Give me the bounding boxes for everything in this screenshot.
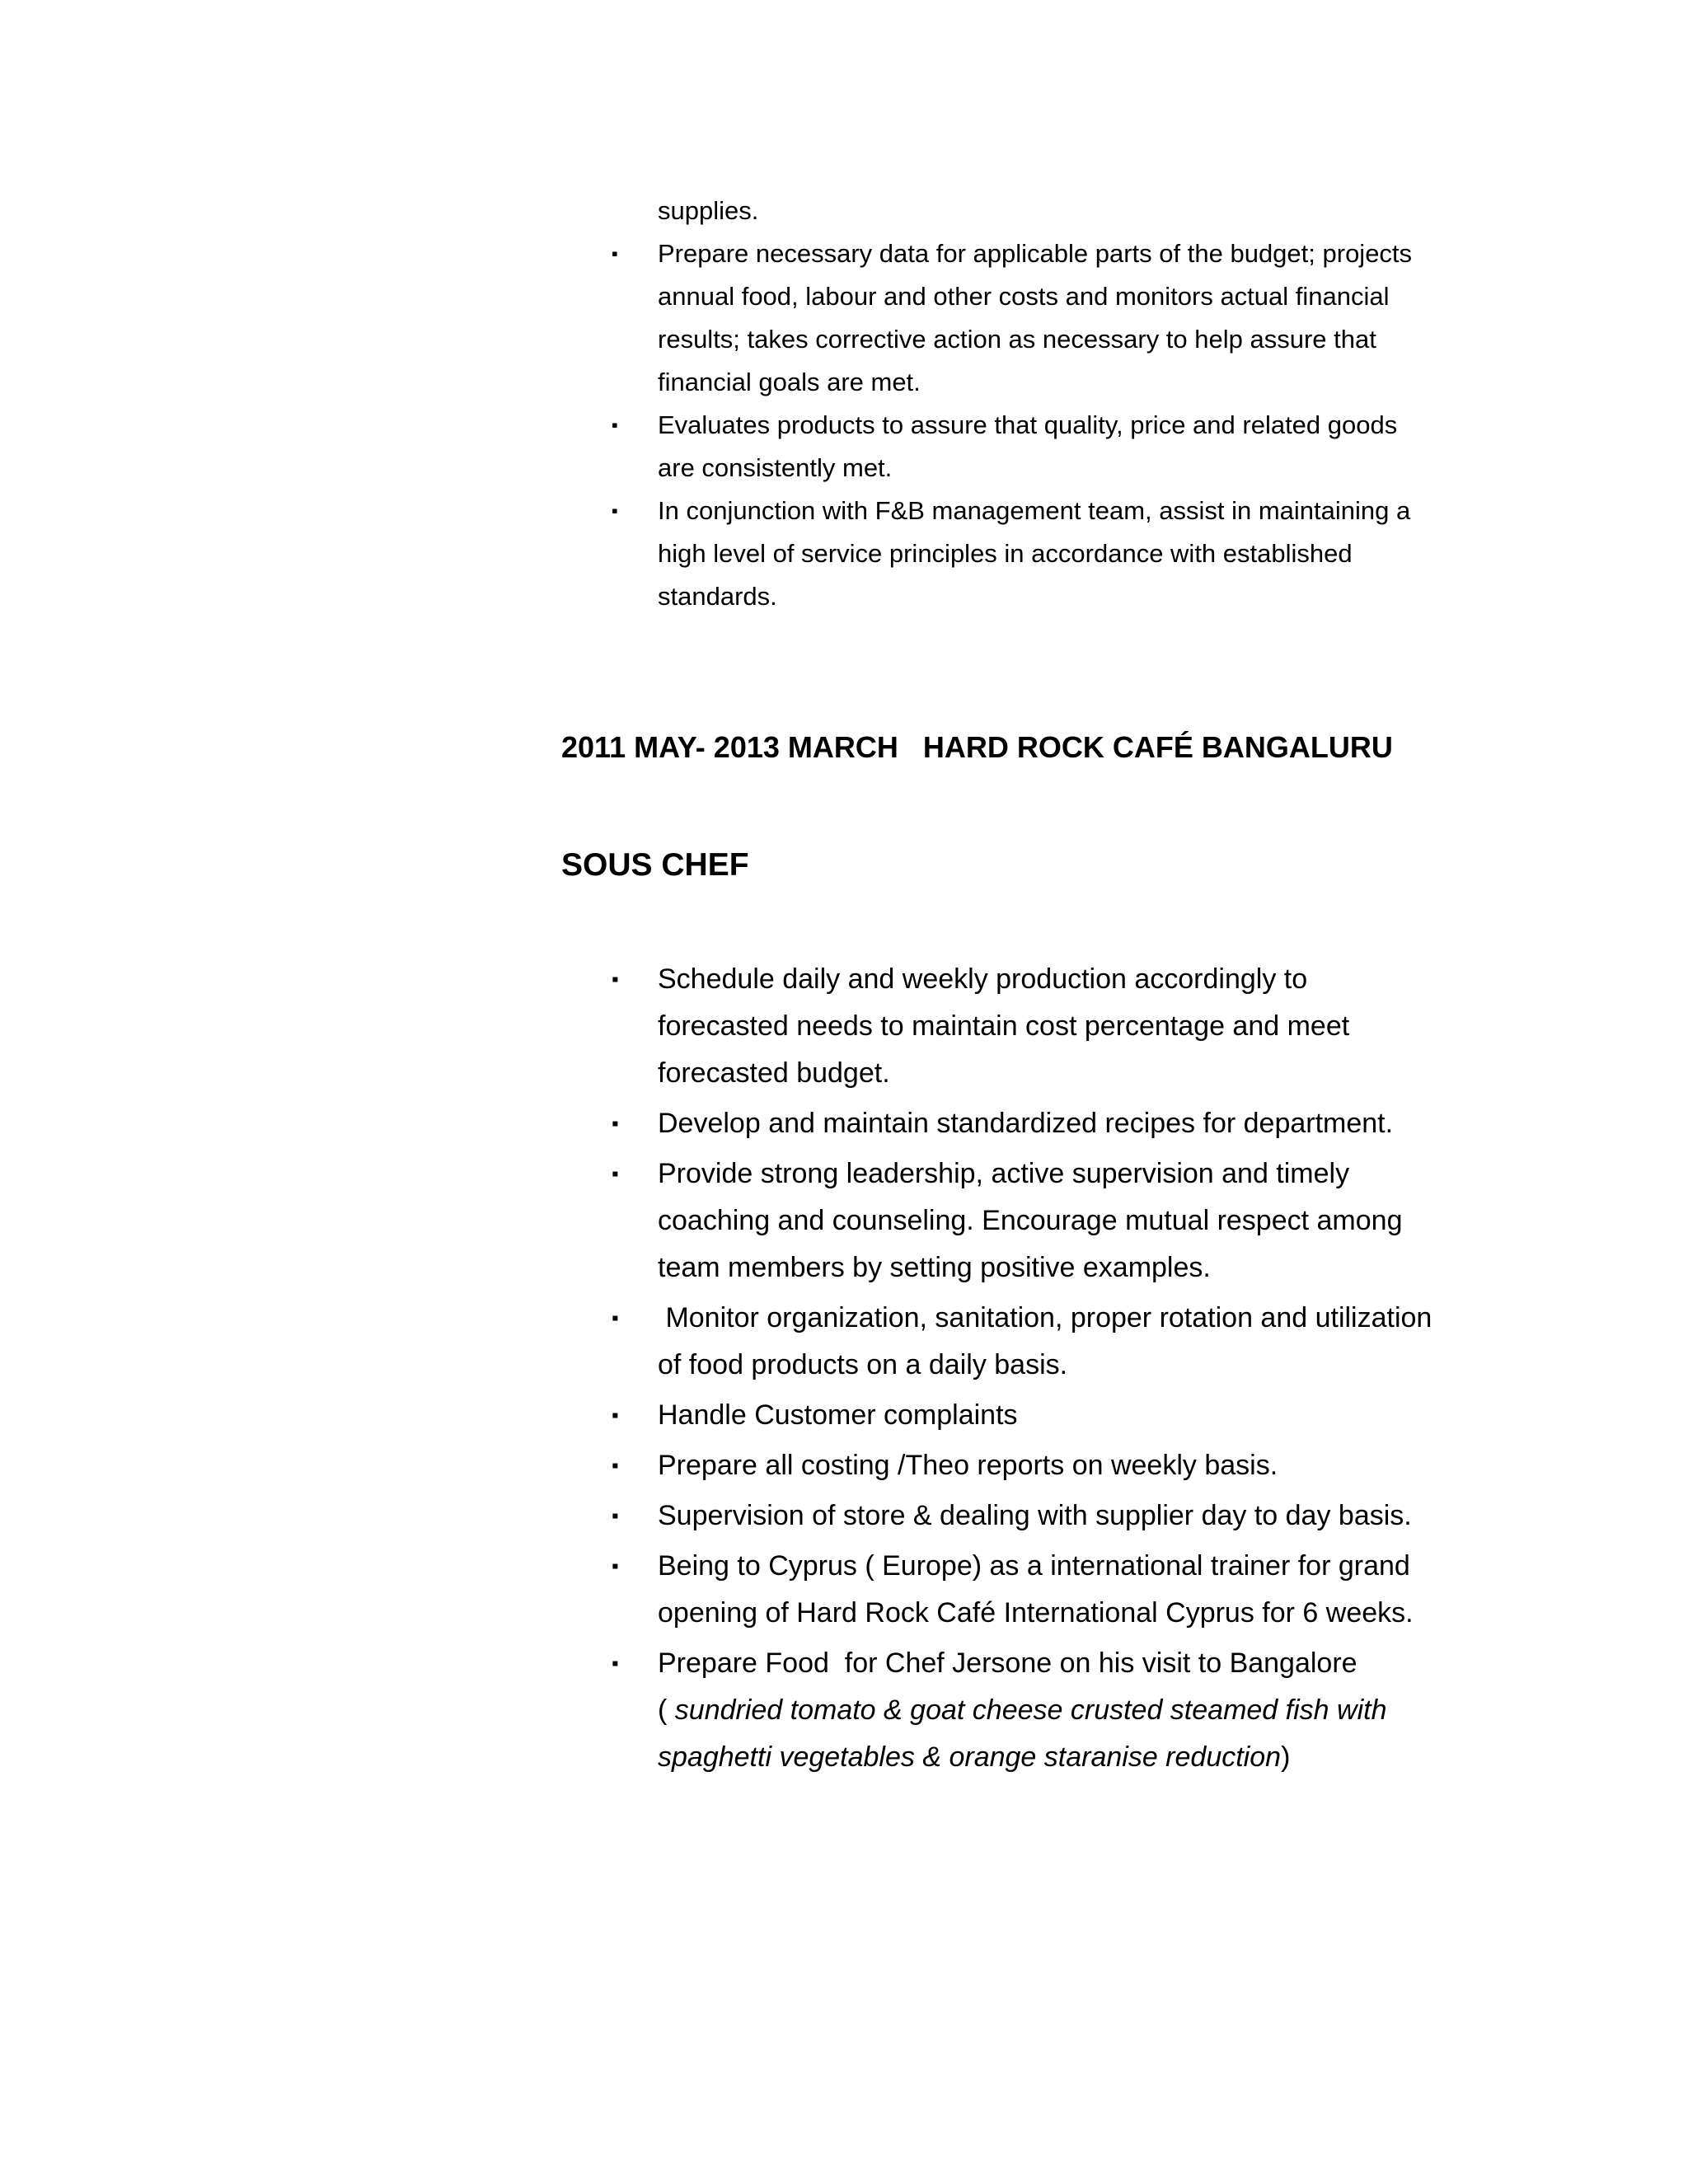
list-item-text: Evaluates products to assure that quality, price and related goods are consistently met. [658, 410, 1398, 482]
list-item-text: Prepare Food for Chef Jersone on his visit to Bangalore [658, 1647, 1357, 1679]
square-bullet-icon: ▪ [612, 1163, 619, 1185]
square-bullet-icon: ▪ [612, 415, 618, 435]
list-item-text: Monitor organization, sanitation, proper rotation and utilization of food products on a daily basis. [658, 1302, 1440, 1380]
list-item-text: In conjunction with F&B management team, assist in maintaining a high level of service principles in accordance with established standards. [658, 496, 1411, 611]
list-item [608, 1493, 1432, 1540]
job-employer: HARD ROCK CAFÉ BANGALURU [922, 730, 1393, 764]
list-item-continuation [608, 190, 1432, 232]
list-item [608, 1442, 1432, 1489]
list-item-text: Develop and maintain standardized recipes for department. [658, 1108, 1394, 1139]
list-item [608, 956, 1432, 1097]
previous-job-duties-list [608, 190, 1432, 618]
square-bullet-icon: ▪ [612, 1113, 619, 1135]
square-bullet-icon: ▪ [612, 1505, 619, 1527]
square-bullet-icon: ▪ [612, 1404, 619, 1427]
list-item [608, 1640, 1432, 1781]
list-item-text: Provide strong leadership, active supervision and timely coaching and counseling. Encourage mutual respect among team members by setting positive examples. [658, 1158, 1403, 1283]
list-item [608, 490, 1432, 618]
list-item-text: Prepare all costing /Theo reports on weekly basis. [658, 1450, 1278, 1481]
list-item [608, 404, 1432, 490]
dish-close-paren: ) [1281, 1741, 1291, 1773]
job-title: SOUS CHEF [561, 847, 749, 883]
square-bullet-icon: ▪ [612, 1652, 619, 1675]
dish-description: sundried tomato & goat cheese crusted steamed fish with spaghetti vegetables & orange staranise reduction [658, 1694, 1387, 1773]
list-item [608, 1392, 1432, 1439]
square-bullet-icon: ▪ [612, 500, 618, 521]
job-dates: 2011 MAY- 2013 MARCH [561, 730, 898, 764]
square-bullet-icon: ▪ [612, 243, 618, 264]
list-item-text: Prepare necessary data for applicable parts of the budget; projects annual food, labour and other costs and monitors actual financial results; takes corrective action as necessary to help assure that financial goals are met. [658, 239, 1413, 396]
square-bullet-icon: ▪ [612, 968, 619, 991]
square-bullet-icon: ▪ [612, 1455, 619, 1477]
square-bullet-icon: ▪ [612, 1307, 619, 1329]
square-bullet-icon: ▪ [612, 1555, 619, 1577]
list-item [608, 1295, 1440, 1389]
list-item-text: Supervision of store & dealing with supplier day to day basis. [658, 1500, 1412, 1531]
list-item [608, 232, 1432, 404]
dish-open-paren: ( [658, 1694, 675, 1726]
list-item [608, 1100, 1432, 1147]
list-item-text: Schedule daily and weekly production accordingly to forecasted needs to maintain cost percentage and meet forecasted budget. [658, 963, 1350, 1089]
job-duties-list [608, 956, 1440, 1784]
list-item-text: Being to Cyprus ( Europe) as a international trainer for grand opening of Hard Rock Café International Cyprus for 6 weeks. [658, 1550, 1414, 1629]
list-item [608, 1151, 1432, 1291]
list-item-text: Handle Customer complaints [658, 1399, 1018, 1431]
list-item [608, 1543, 1432, 1637]
job-header [561, 730, 1393, 765]
continuation-text: supplies. [658, 196, 759, 225]
